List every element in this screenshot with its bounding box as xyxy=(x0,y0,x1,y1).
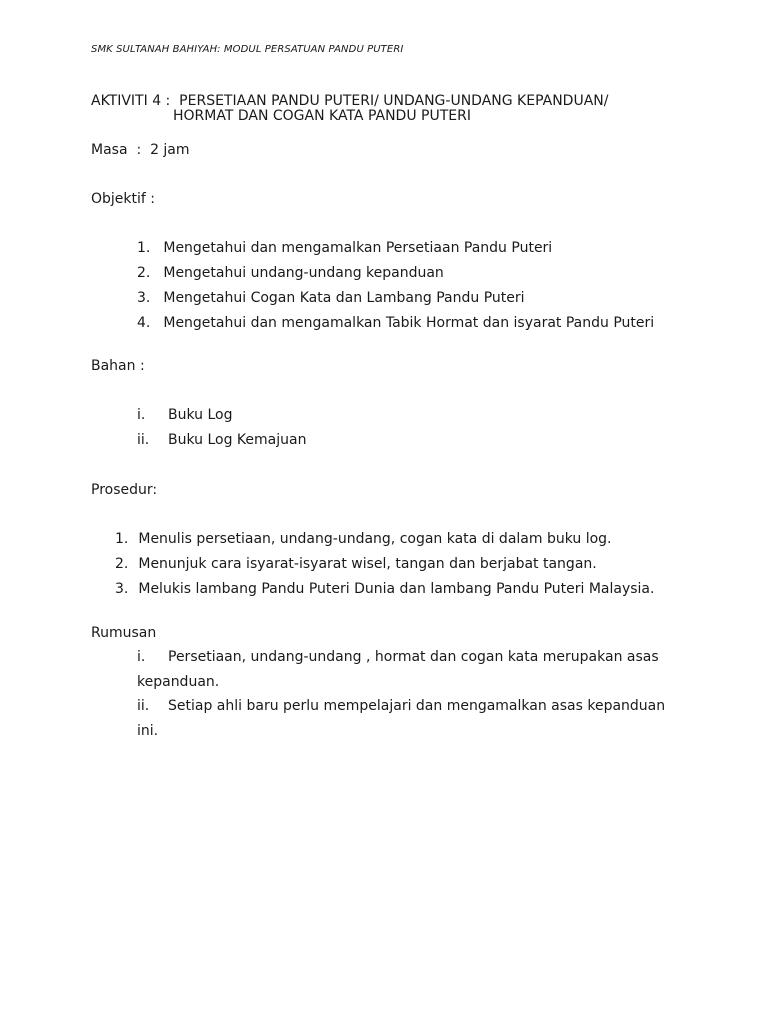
list-item-text: Mengetahui Cogan Kata dan Lambang Pandu Puteri xyxy=(163,290,525,306)
prosedur-item-2 xyxy=(115,555,597,573)
list-number: ii. xyxy=(137,432,150,448)
list-item-text: Menunjuk cara isyarat-isyarat wisel, tangan dan berjabat tangan. xyxy=(138,556,597,572)
masa-separator: : xyxy=(136,142,142,158)
rumusan-item-2 xyxy=(137,697,665,715)
list-item-text: Mengetahui undang-undang kepanduan xyxy=(163,265,444,281)
list-number: 3. xyxy=(137,290,151,306)
list-item-text: Mengetahui dan mengamalkan Persetiaan Pandu Puteri xyxy=(163,240,553,256)
list-number: 2. xyxy=(137,265,151,281)
masa-line xyxy=(91,141,190,159)
objektif-item-2 xyxy=(137,264,444,282)
prosedur-item-3 xyxy=(115,580,654,598)
activity-title-line1: PERSETIAAN PANDU PUTERI/ UNDANG-UNDANG KEPANDUAN/ xyxy=(179,93,609,109)
list-number: ii. xyxy=(137,698,150,714)
list-item-text: Setiap ahli baru perlu mempelajari dan mengamalkan asas kepanduan xyxy=(168,698,666,714)
objektif-item-4 xyxy=(137,314,654,332)
page-header: SMK SULTANAH BAHIYAH: MODUL PERSATUAN PANDU PUTERI xyxy=(91,44,404,55)
activity-label: AKTIVITI 4 : xyxy=(91,93,171,109)
objektif-item-1 xyxy=(137,239,552,257)
masa-value: 2 jam xyxy=(150,142,190,158)
list-item-text: Buku Log Kemajuan xyxy=(168,432,307,448)
list-item-text: Persetiaan, undang-undang , hormat dan cogan kata merupakan asas xyxy=(168,649,659,665)
list-number: 4. xyxy=(137,315,151,331)
list-number: 1. xyxy=(115,531,129,547)
bahan-item-2 xyxy=(137,431,306,449)
list-item-text: Menulis persetiaan, undang-undang, cogan kata di dalam buku log. xyxy=(138,531,612,547)
list-number: 3. xyxy=(115,581,129,597)
rumusan-item-1-continuation: kepanduan. xyxy=(137,674,220,690)
prosedur-heading: Prosedur: xyxy=(91,482,158,498)
bahan-heading: Bahan : xyxy=(91,358,145,374)
prosedur-item-1 xyxy=(115,530,612,548)
rumusan-item-1 xyxy=(137,648,659,666)
objektif-item-3 xyxy=(137,289,525,307)
rumusan-heading: Rumusan xyxy=(91,625,157,641)
rumusan-item-2-continuation: ini. xyxy=(137,723,159,739)
masa-label: Masa xyxy=(91,142,128,158)
objektif-heading: Objektif : xyxy=(91,191,155,207)
list-number: i. xyxy=(137,649,146,665)
list-item-text: Melukis lambang Pandu Puteri Dunia dan lambang Pandu Puteri Malaysia. xyxy=(138,581,655,597)
bahan-item-1 xyxy=(137,406,232,424)
list-number: 1. xyxy=(137,240,151,256)
list-number: 2. xyxy=(115,556,129,572)
list-item-text: Buku Log xyxy=(168,407,233,423)
activity-title-line2: HORMAT DAN COGAN KATA PANDU PUTERI xyxy=(173,108,471,124)
list-number: i. xyxy=(137,407,146,423)
list-item-text: Mengetahui dan mengamalkan Tabik Hormat dan isyarat Pandu Puteri xyxy=(163,315,655,331)
